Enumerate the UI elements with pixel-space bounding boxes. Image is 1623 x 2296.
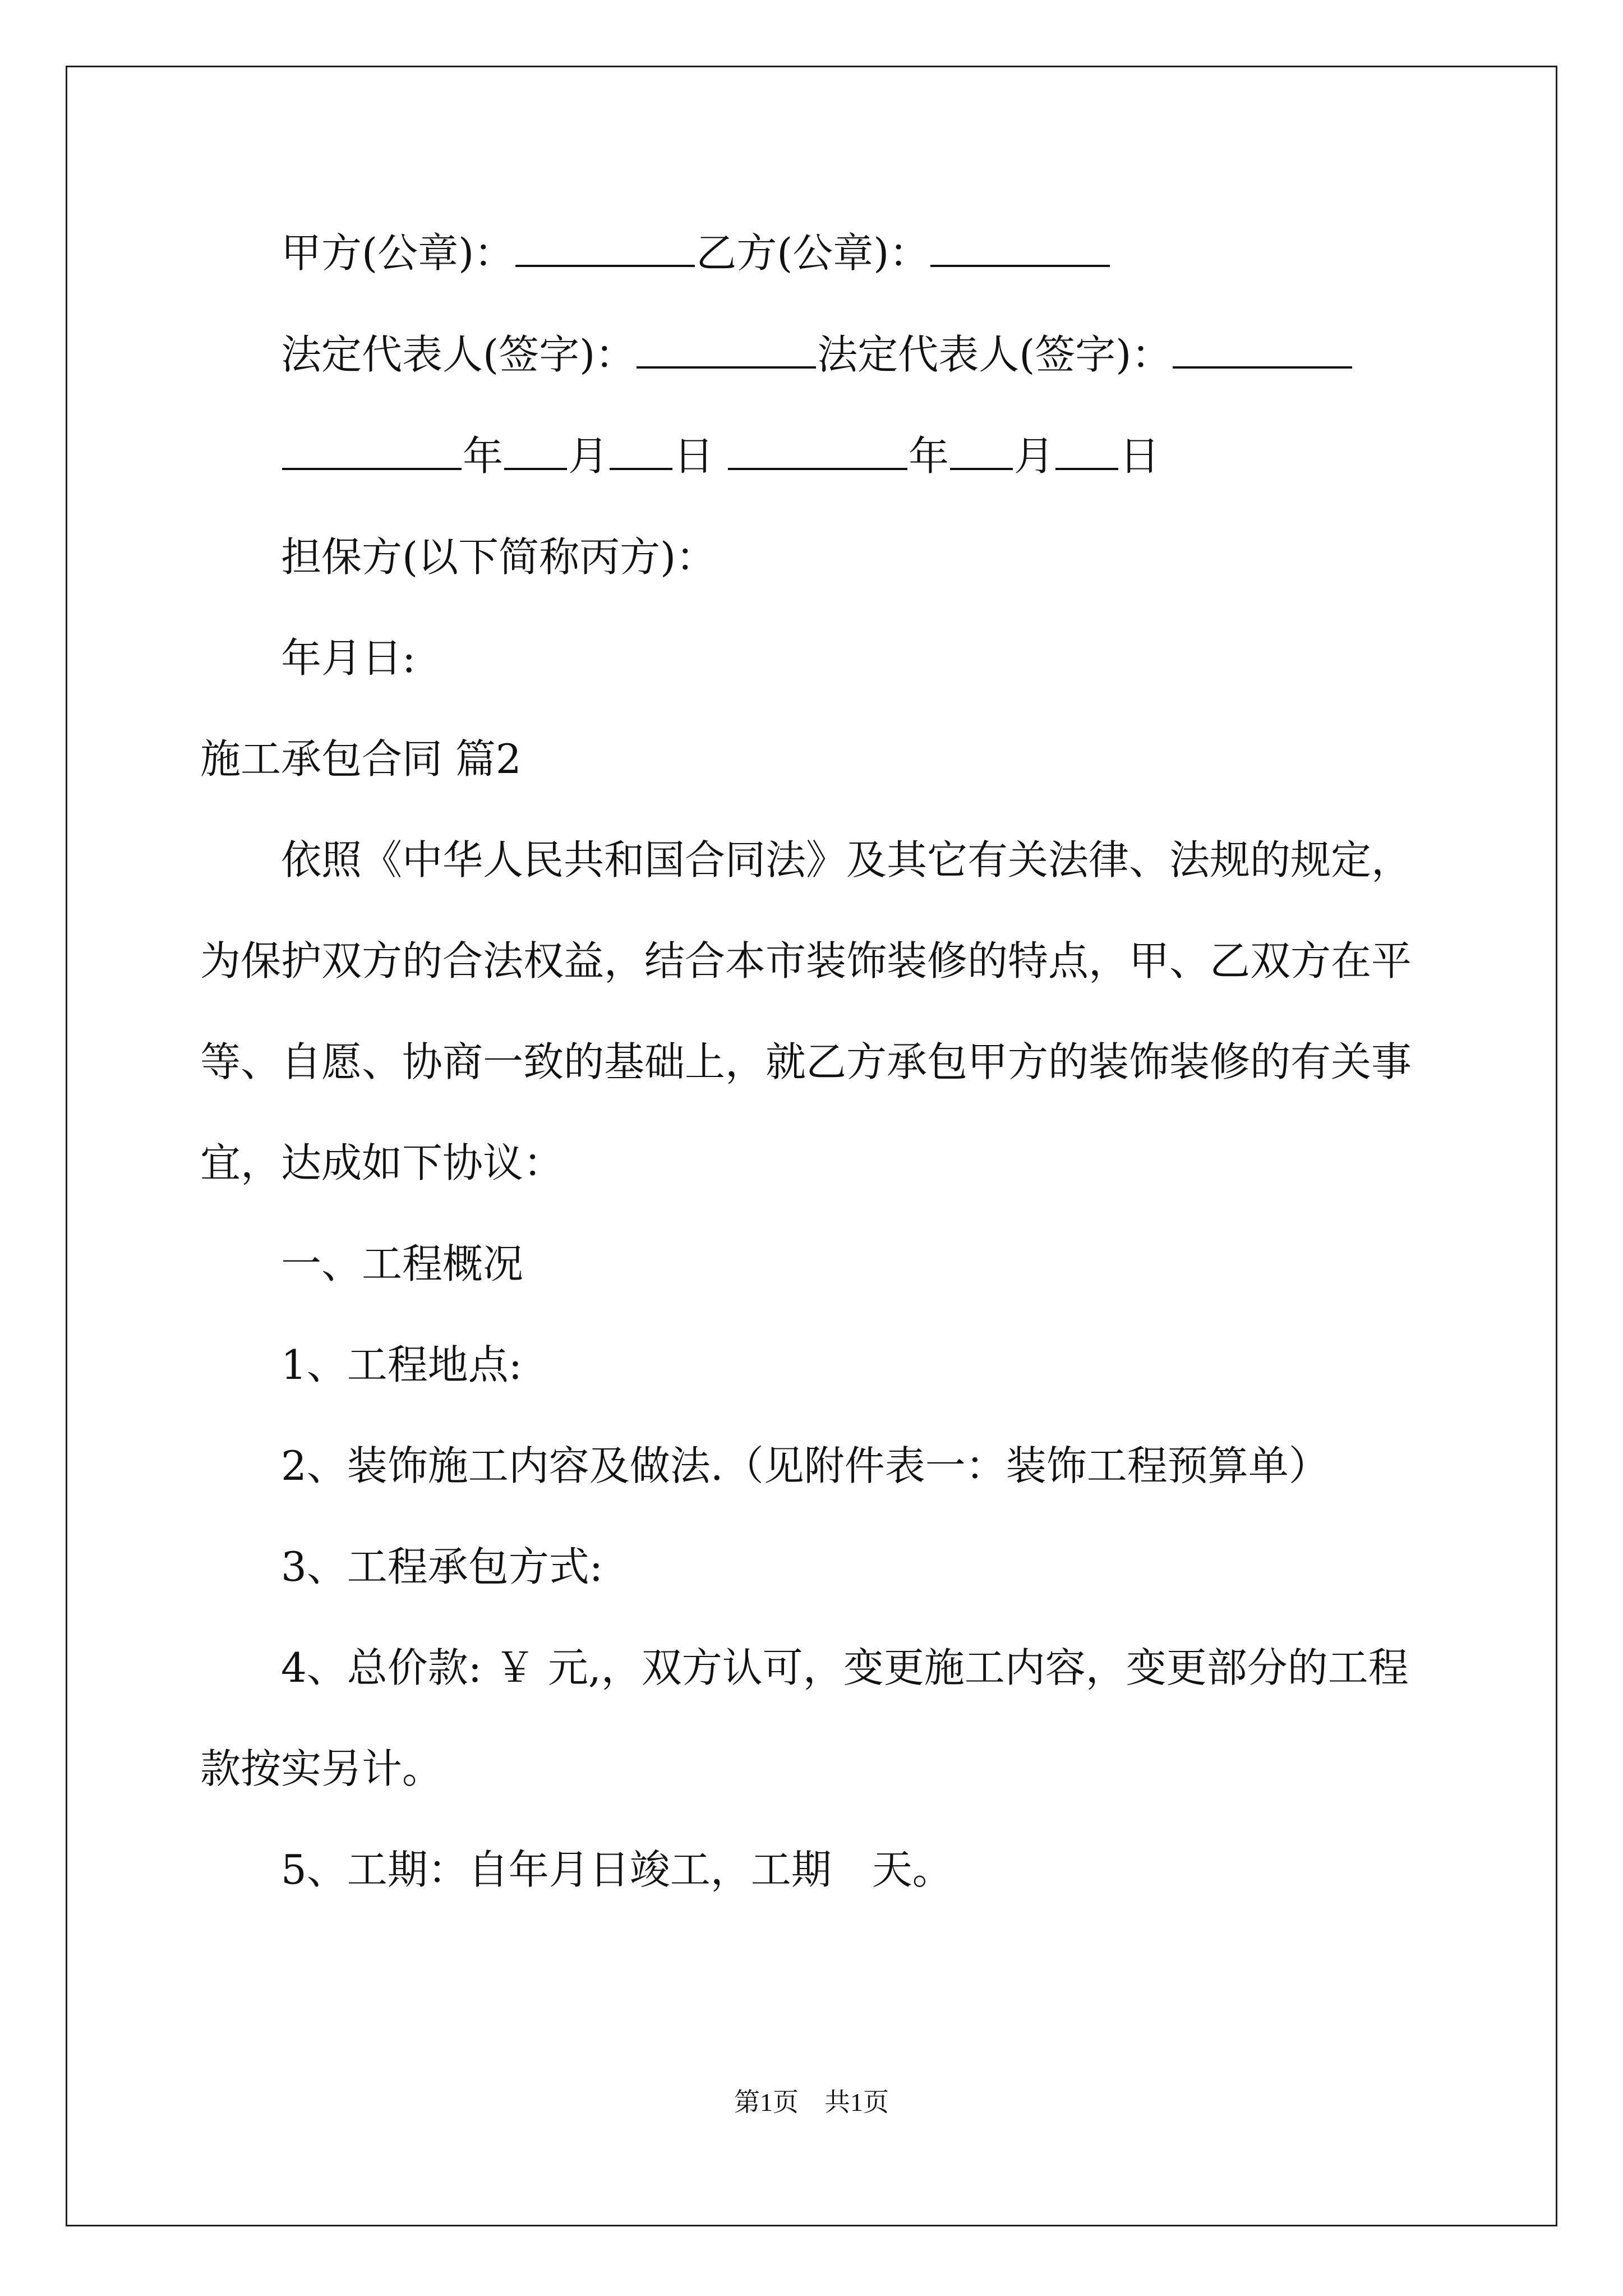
rep-b-label: 法定代表人(签字)： <box>817 331 1172 378</box>
intro-line-1: 依照《中华人民共和国合同法》及其它有关法律、法规的规定， <box>281 836 1412 884</box>
party-b-seal-label: 乙方(公章)： <box>696 229 930 277</box>
year-blank-a <box>282 431 462 470</box>
month-blank-b <box>950 431 1013 470</box>
guarantor-line: 担保方(以下简称丙方)： <box>281 533 717 581</box>
representative-line <box>281 328 1353 381</box>
month-label-a: 月 <box>568 432 609 480</box>
item-5: 5、工期：自年月日竣工，工期 天。 <box>281 1846 953 1893</box>
year-blank-b <box>728 431 907 470</box>
year-label-a: 年 <box>463 432 504 480</box>
month-label-b: 月 <box>1013 432 1054 480</box>
party-b-seal-blank <box>930 228 1110 267</box>
item-4: 4、总价款: ￥ 元,，双方认可，变更施工内容，变更部分的工程 <box>281 1644 1409 1691</box>
party-a-seal-blank <box>515 228 695 267</box>
date-line: 年月日: <box>281 634 416 682</box>
item-title: 一、工程概况 <box>281 1240 524 1287</box>
item-4-continued: 款按实另计。 <box>200 1745 443 1792</box>
item-2: 2、装饰施工内容及做法.（见附件表一：装饰工程预算单） <box>281 1442 1329 1489</box>
day-blank-a <box>610 431 672 470</box>
day-blank-b <box>1055 431 1118 470</box>
month-blank-a <box>504 431 567 470</box>
year-label-b: 年 <box>908 432 949 480</box>
intro-line-3: 等、自愿、协商一致的基础上，就乙方承包甲方的装饰装修的有关事 <box>200 1038 1412 1085</box>
rep-b-blank <box>1173 329 1352 369</box>
rep-a-blank <box>637 329 816 369</box>
intro-line-4: 宜，达成如下协议： <box>200 1139 564 1186</box>
date-blank-line <box>281 429 1160 483</box>
section-heading: 施工承包合同 篇2 <box>200 735 522 783</box>
day-label-a: 日 <box>674 432 714 480</box>
item-3: 3、工程承包方式: <box>281 1543 603 1590</box>
page-footer: 第1页 共1页 <box>734 2088 889 2116</box>
seal-line <box>281 226 1111 280</box>
rep-a-label: 法定代表人(签字)： <box>281 331 636 378</box>
intro-line-2: 为保护双方的合法权益，结合本市装饰装修的特点，甲、乙双方在平 <box>200 937 1412 984</box>
party-a-seal-label: 甲方(公章)： <box>281 229 515 277</box>
day-label-b: 日 <box>1119 432 1160 480</box>
item-1: 1、工程地点: <box>281 1341 523 1388</box>
